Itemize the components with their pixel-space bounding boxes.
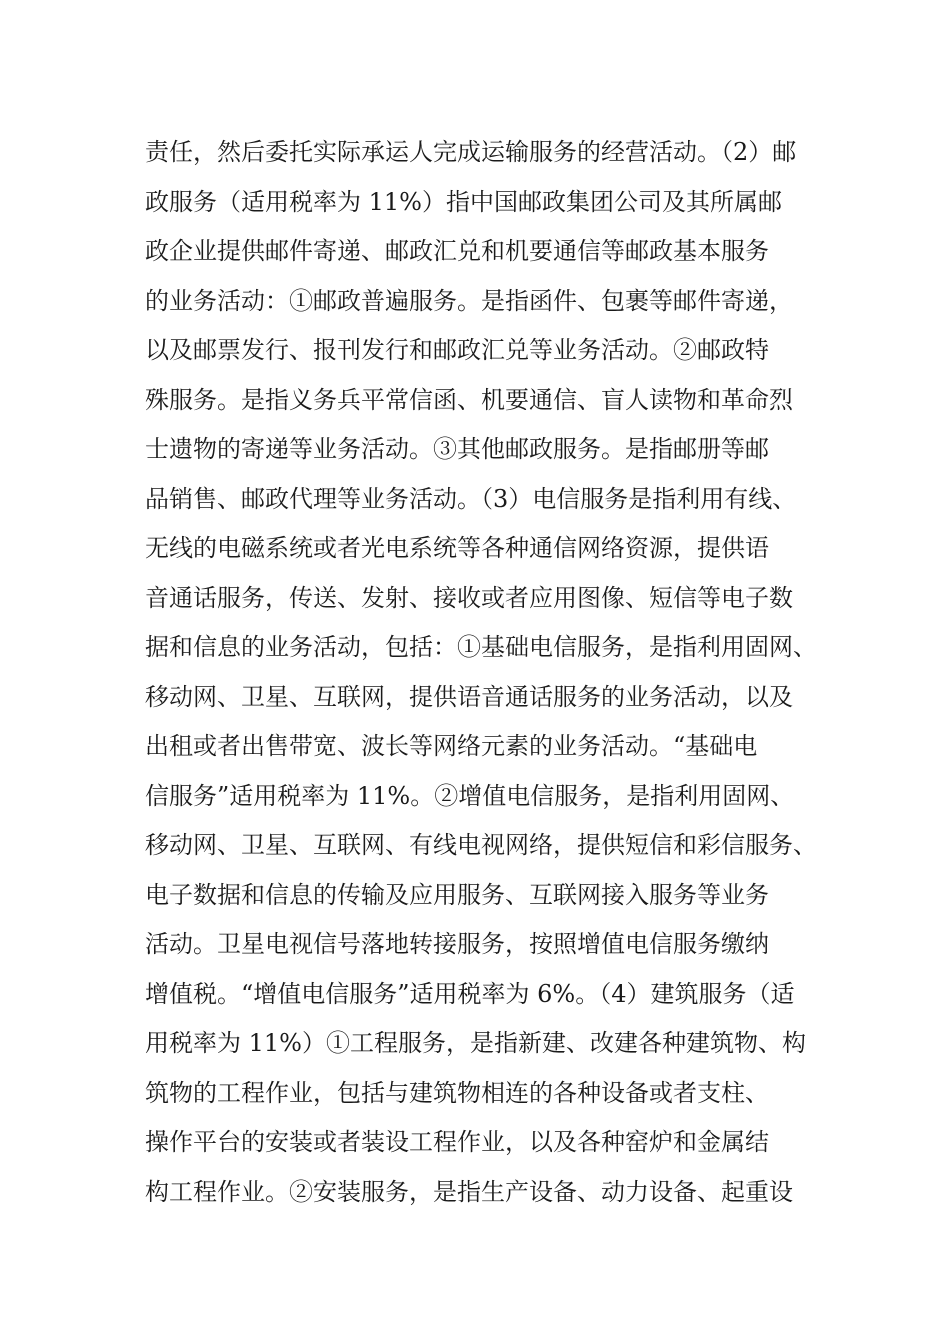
text-line: 信服务”适用税率为 11%。②增值电信服务，是指利用固网、 <box>145 781 795 810</box>
text-line: 音通话服务，传送、发射、接收或者应用图像、短信等电子数 <box>145 583 793 612</box>
text-line: 政服务（适用税率为 11%）指中国邮政集团公司及其所属邮 <box>145 187 782 216</box>
text-line: 士遗物的寄递等业务活动。③其他邮政服务。是指邮册等邮 <box>145 435 769 463</box>
text-line: 筑物的工程作业，包括与建筑物相连的各种设备或者支柱、 <box>145 1078 769 1107</box>
text-line: 构工程作业。②安装服务，是指生产设备、动力设备、起重设 <box>145 1177 793 1206</box>
text-line: 出租或者出售带宽、波长等网络元素的业务活动。“基础电 <box>145 732 758 760</box>
text-line: 操作平台的安装或者装设工程作业，以及各种窑炉和金属结 <box>145 1128 769 1156</box>
text-line: 以及邮票发行、报刊发行和邮政汇兑等业务活动。②邮政特 <box>145 336 769 364</box>
text-line: 用税率为 11%）①工程服务，是指新建、改建各种建筑物、构 <box>145 1029 806 1057</box>
text-line: 移动网、卫星、互联网、有线电视网络，提供短信和彩信服务、 <box>145 831 817 859</box>
text-line: 移动网、卫星、互联网，提供语音通话服务的业务活动，以及 <box>145 682 793 711</box>
text-line: 殊服务。是指义务兵平常信函、机要通信、盲人读物和革命烈 <box>145 385 793 414</box>
text-line: 品销售、邮政代理等业务活动。（3）电信服务是指利用有线、 <box>145 484 797 513</box>
text-line: 据和信息的业务活动，包括：①基础电信服务，是指利用固网、 <box>145 633 817 661</box>
text-line: 政企业提供邮件寄递、邮政汇兑和机要通信等邮政基本服务 <box>145 237 769 265</box>
body-text <box>145 128 825 1217</box>
text-line: 责任，然后委托实际承运人完成运输服务的经营活动。（2）邮 <box>145 138 797 166</box>
text-line: 增值税。“增值电信服务”适用税率为 6%。（4）建筑服务（适 <box>145 979 795 1008</box>
text-line: 活动。卫星电视信号落地转接服务，按照增值电信服务缴纳 <box>145 930 769 958</box>
text-line: 电子数据和信息的传输及应用服务、互联网接入服务等业务 <box>145 880 769 909</box>
text-line: 的业务活动：①邮政普遍服务。是指函件、包裹等邮件寄递， <box>145 286 793 315</box>
text-line: 无线的电磁系统或者光电系统等各种通信网络资源，提供语 <box>145 534 769 562</box>
